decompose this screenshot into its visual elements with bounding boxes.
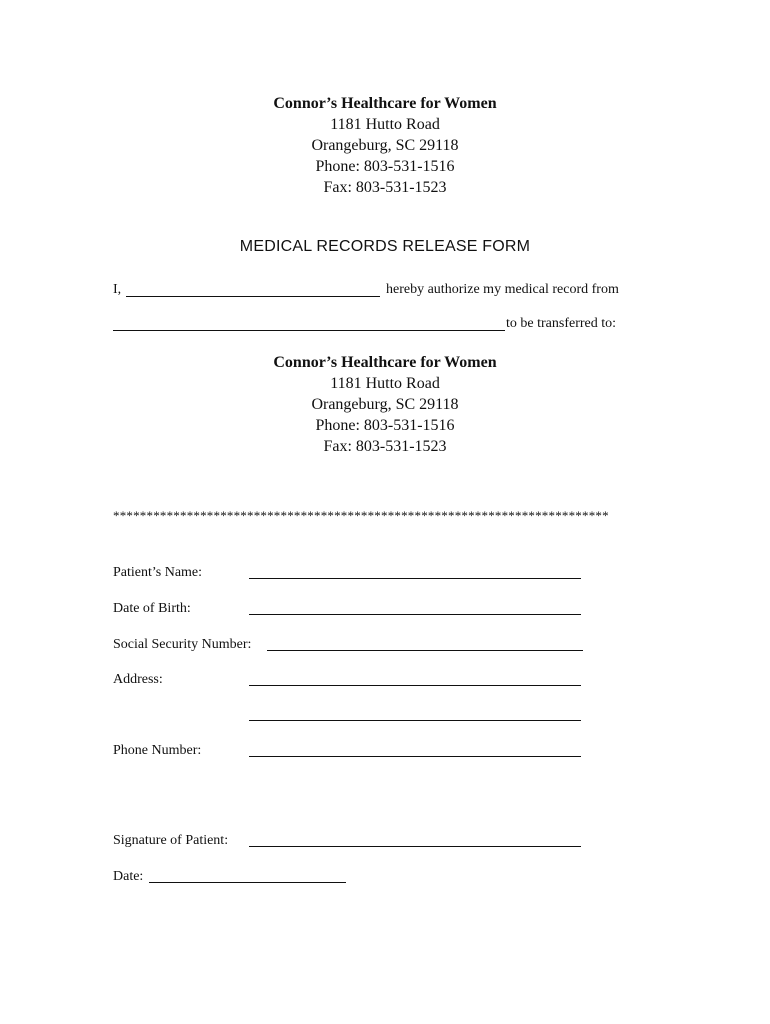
- address-label: Address:: [113, 672, 163, 687]
- header-fax: Fax: 803-531-1523: [323, 179, 447, 196]
- dob-label: Date of Birth:: [113, 601, 191, 616]
- authorizing-name-line[interactable]: [126, 296, 380, 297]
- auth-middle: hereby authorize my medical record from: [386, 282, 619, 297]
- ssn-label: Social Security Number:: [113, 637, 252, 652]
- phone-label: Phone Number:: [113, 743, 202, 758]
- recipient-address-block: [0, 352, 770, 457]
- address-line-2[interactable]: [249, 720, 581, 721]
- header-address-block: [0, 93, 770, 198]
- recipient-practice-name: Connor’s Healthcare for Women: [273, 354, 497, 371]
- source-provider-line[interactable]: [113, 330, 505, 331]
- recipient-street: 1181 Hutto Road: [330, 375, 440, 392]
- header-street: 1181 Hutto Road: [330, 116, 440, 133]
- patient-name-line[interactable]: [249, 578, 581, 579]
- form-title: MEDICAL RECORDS RELEASE FORM: [239, 238, 531, 255]
- dob-line[interactable]: [249, 614, 581, 615]
- signature-line[interactable]: [249, 846, 581, 847]
- header-practice-name: Connor’s Healthcare for Women: [273, 95, 497, 112]
- ssn-line[interactable]: [267, 650, 583, 651]
- header-phone: Phone: 803-531-1516: [315, 158, 455, 175]
- asterisk-separator: **************************************************************************: [113, 508, 609, 523]
- header-city-state-zip: Orangeburg, SC 29118: [311, 137, 459, 154]
- recipient-fax: Fax: 803-531-1523: [323, 438, 447, 455]
- date-line[interactable]: [149, 882, 346, 883]
- auth-suffix: to be transferred to:: [506, 316, 617, 331]
- date-label: Date:: [113, 869, 144, 884]
- patient-name-label: Patient’s Name:: [113, 565, 203, 580]
- auth-prefix: I,: [113, 282, 122, 297]
- recipient-phone: Phone: 803-531-1516: [315, 417, 455, 434]
- signature-label: Signature of Patient:: [113, 833, 229, 848]
- recipient-city-state-zip: Orangeburg, SC 29118: [311, 396, 459, 413]
- address-line-1[interactable]: [249, 685, 581, 686]
- phone-line[interactable]: [249, 756, 581, 757]
